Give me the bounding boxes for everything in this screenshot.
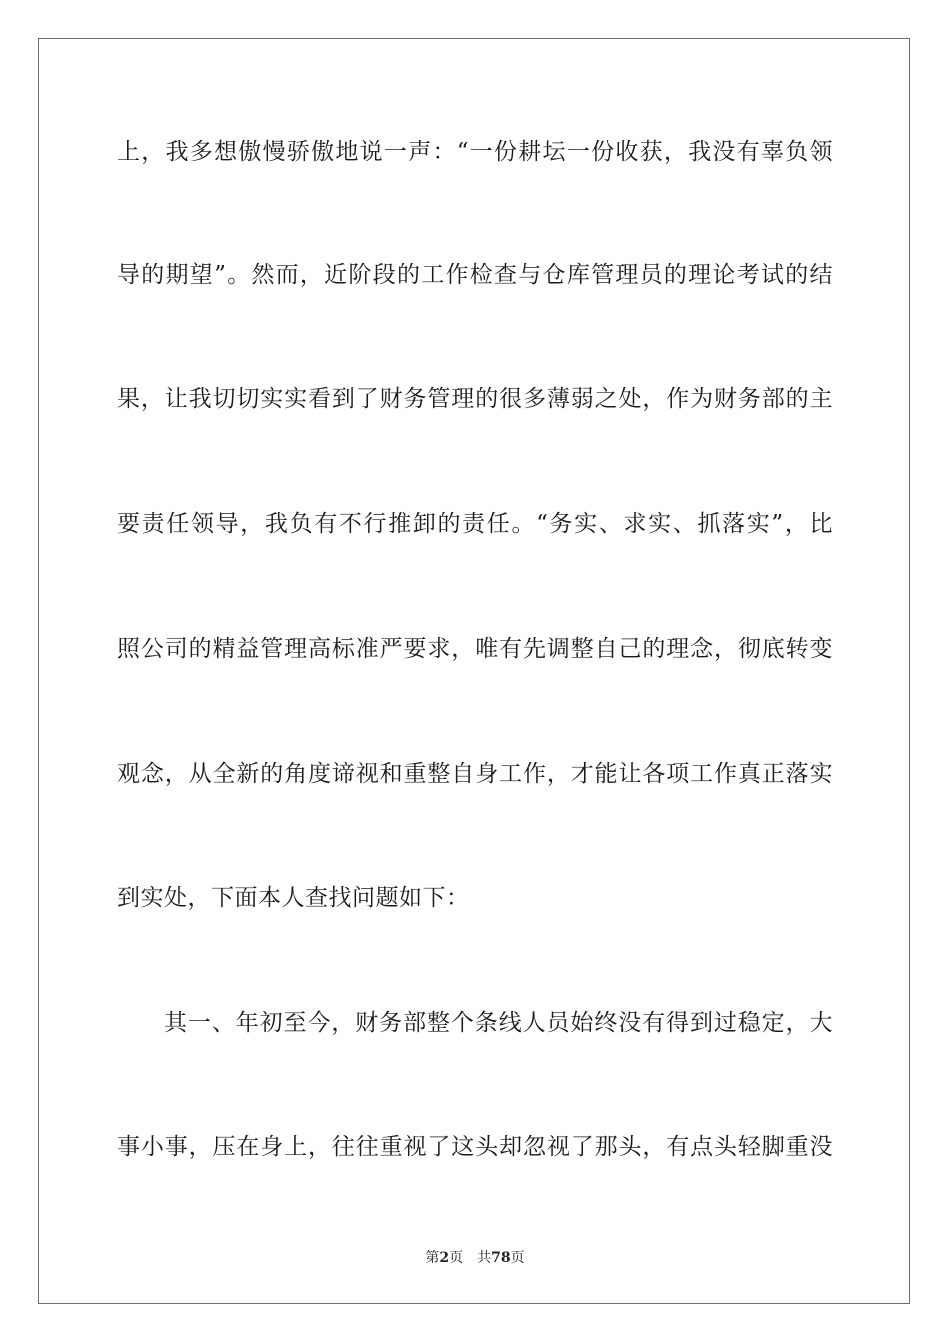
total-unit: 页 bbox=[510, 1250, 525, 1266]
text-line-7: 到实处，下面本人查找问题如下： bbox=[117, 885, 470, 911]
current-page-number: 2 bbox=[439, 1250, 450, 1266]
text-line-9: 事小事，压在身上，往往重视了这头却忽视了那头，有点头轻脚重没 bbox=[117, 1134, 833, 1160]
text-line-3: 果，让我切切实实看到了财务管理的很多薄弱之处，作为财务部的主 bbox=[117, 386, 833, 412]
page-prefix: 第 bbox=[425, 1250, 440, 1266]
page-footer bbox=[0, 1248, 950, 1268]
page-border bbox=[38, 38, 910, 1304]
text-line-6: 观念，从全新的角度谛视和重整自身工作，才能让各项工作真正落实 bbox=[117, 761, 833, 787]
page-unit: 页 bbox=[449, 1250, 464, 1266]
text-line-1: 上，我多想傲慢骄傲地说一声：“一份耕坛一份收获，我没有辜负领 bbox=[117, 139, 833, 165]
total-prefix: 共 bbox=[477, 1250, 492, 1266]
text-line-5: 照公司的精益管理高标准严要求，唯有先调整自己的理念，彻底转变 bbox=[117, 636, 833, 662]
text-line-2: 导的期望”。然而，近阶段的工作检查与仓库管理员的理论考试的结 bbox=[117, 262, 833, 288]
text-line-4: 要责任领导，我负有不行推卸的责任。“务实、求实、抓落实”，比 bbox=[117, 511, 833, 537]
total-page-count: 78 bbox=[491, 1250, 511, 1266]
text-line-8: 其一、年初至今，财务部整个条线人员始终没有得到过稳定，大 bbox=[164, 1010, 833, 1036]
